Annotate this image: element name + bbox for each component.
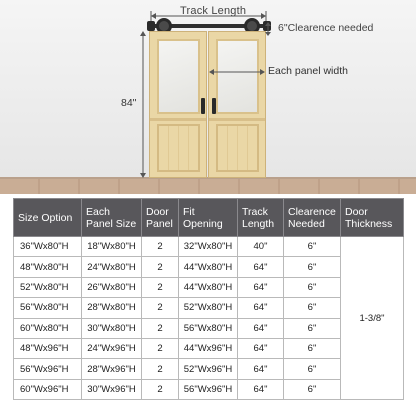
track-length-cell: 64" [238,298,284,318]
track-length-cell: 64" [238,318,284,338]
fit-opening-cell: 44"Wx80"H [179,257,238,277]
size-option-cell: 36"Wx80"H [14,237,82,257]
door-thickness-cell: 1-3/8" [341,237,404,400]
size-option-cell: 48"Wx96"H [14,338,82,358]
clearance-label: 6"Clearence needed [278,22,374,34]
track-length-cell: 64" [238,338,284,358]
track-length-cell: 64" [238,379,284,399]
panel-size-cell: 30"Wx80"H [82,318,142,338]
arrow-head-icon [260,69,265,75]
clearance-cell: 6" [284,257,341,277]
door-height-label: 84" [121,97,137,109]
arrow-head-icon [140,31,146,36]
track-length-cell: 64" [238,277,284,297]
header-door-thickness: Door Thickness [341,199,404,237]
panel-size-cell: 18"Wx80"H [82,237,142,257]
size-option-cell: 56"Wx96"H [14,359,82,379]
door-panel-cell: 2 [142,237,179,257]
panel-size-cell: 28"Wx96"H [82,359,142,379]
panel-size-cell: 24"Wx96"H [82,338,142,358]
track-length-cell: 64" [238,359,284,379]
size-option-cell: 60"Wx80"H [14,318,82,338]
size-option-cell: 48"Wx80"H [14,257,82,277]
door-panel-cell: 2 [142,257,179,277]
door-panel-cell: 2 [142,359,179,379]
header-size-option: Size Option [14,199,82,237]
size-option-cell: 52"Wx80"H [14,277,82,297]
size-option-cell: 60"Wx96"H [14,379,82,399]
track-length-cell: 40" [238,237,284,257]
door-panel-cell: 2 [142,277,179,297]
track-length-label: Track Length [180,5,247,17]
header-track-length: Track Length [238,199,284,237]
header-fit-opening: Fit Opening [179,199,238,237]
panel-width-label: Each panel width [268,65,348,77]
clearance-cell: 6" [284,359,341,379]
door-panel-cell: 2 [142,338,179,358]
panel-size-cell: 28"Wx80"H [82,298,142,318]
table-body [14,237,404,400]
header-door-panel: Door Panel [142,199,179,237]
clearance-cell: 6" [284,237,341,257]
arrow-head-icon [140,173,146,178]
clearance-cell: 6" [284,379,341,399]
arrow-head-icon [265,32,271,36]
header-each-panel-size: Each Panel Size [82,199,142,237]
panel-size-cell: 30"Wx96"H [82,379,142,399]
header-clearence-needed: Clearence Needed [284,199,341,237]
fit-opening-cell: 52"Wx80"H [179,298,238,318]
clearance-cell: 6" [284,338,341,358]
arrow-head-icon [209,69,214,75]
clearance-cell: 6" [284,277,341,297]
arrow-head-icon [265,22,271,26]
fit-opening-cell: 44"Wx96"H [179,338,238,358]
fit-opening-cell: 44"Wx80"H [179,277,238,297]
table-row [14,237,404,257]
arrow-head-icon [261,13,266,19]
fit-opening-cell: 56"Wx96"H [179,379,238,399]
size-option-cell: 56"Wx80"H [14,298,82,318]
product-illustration [0,0,416,194]
table-header-row [14,199,404,237]
fit-opening-cell: 56"Wx80"H [179,318,238,338]
clearance-cell: 6" [284,318,341,338]
panel-size-cell: 26"Wx80"H [82,277,142,297]
size-spec-table [13,198,404,400]
door-panel-cell: 2 [142,379,179,399]
track-length-cell: 64" [238,257,284,277]
door-panel-cell: 2 [142,318,179,338]
clearance-cell: 6" [284,298,341,318]
arrow-head-icon [151,13,156,19]
panel-size-cell: 24"Wx80"H [82,257,142,277]
fit-opening-cell: 32"Wx80"H [179,237,238,257]
door-panel-cell: 2 [142,298,179,318]
fit-opening-cell: 52"Wx96"H [179,359,238,379]
